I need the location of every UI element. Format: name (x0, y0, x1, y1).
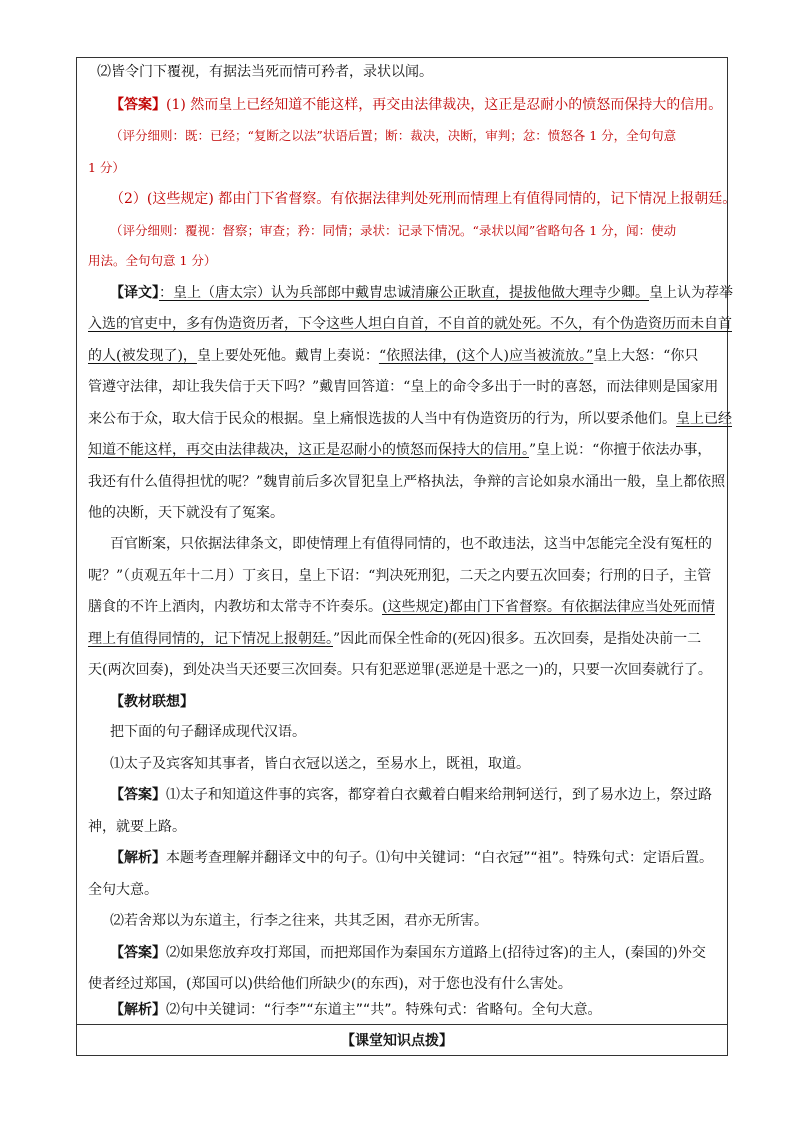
jc-q2 (110, 911, 488, 931)
yiwen6-part-0: 知道不能这样，再交由法律裁决，这正是忍耐小的愤怒而保持大的信用。 (88, 442, 529, 458)
yiwen12 (88, 629, 701, 649)
yiwen12-part-1: ”因此而保全性命的(死囚)很多。五次回奏，是指处决前一二 (333, 631, 702, 647)
yiwen13 (88, 660, 712, 680)
scoring2a-part-0: （评分细则：覆视：督察；审查；矜：同情；录状：记录下情况。“录状以闻”省略句各 1 分，闻：使动 (110, 223, 677, 238)
yiwen1-part-2: 皇上认为荐举 (649, 285, 733, 301)
yiwen4-part-0: 管遵守法律，却让我失信于天下吗？”戴胄回答道：“皇上的命令多出于一时的喜怒，而法律则是国家用 (88, 379, 719, 395)
yiwen7-part-0: 我还有什么值得担忧的呢？”魏胄前后多次冒犯皇上严格执法，争辩的言论如泉水涌出一般，皇上都依照 (88, 474, 726, 490)
jc-a1a-part-0: 【答案】 (110, 787, 166, 803)
jc-j1a (110, 848, 713, 868)
jc-j2-part-0: 【解析】 (110, 1002, 166, 1018)
yiwen5-part-1: 皇上已经 (676, 411, 732, 427)
yiwen7 (88, 472, 725, 492)
answer1-part-0: 【答案】 (110, 97, 166, 113)
yiwen3-part-1: 皇上要处死他。戴胄上奏说： (196, 348, 379, 364)
scoring1a (110, 126, 676, 146)
jc-j1b-part-0: 全句大意。 (88, 882, 158, 898)
jiaocai-prompt-part-0: 把下面的句子翻译成现代汉语。 (110, 724, 306, 740)
yiwen11 (88, 597, 715, 617)
q2-prompt-part-0: ⑵皆令门下覆视，有据法当死而情可矜者，录状以闻。 (97, 64, 433, 80)
scoring1b-part-0: 1 分） (88, 160, 125, 175)
jc-j1a-part-1: 本题考查理解并翻译文中的句子。⑴句中关键词：“白衣冠”“祖”。特殊句式：定语后置。 (166, 850, 714, 866)
yiwen10-part-0: 呢？”（贞观五年十二月）丁亥日，皇上下诏：“判决死刑犯，二天之内要五次回奏；行刑的日子，主管 (88, 568, 712, 584)
yiwen5 (88, 409, 732, 429)
jiaocai-heading (110, 692, 194, 712)
jc-a1a-part-1: ⑴太子和知道这件事的宾客，都穿着白衣戴着白帽来给荆轲送行，到了易水边上，祭过路 (166, 787, 712, 803)
jiaocai-heading-part-0: 【教材联想】 (110, 694, 194, 710)
jc-a2b-part-0: 使者经过郑国，(郑国可以)供给他们所缺少(的东西)，对于您也没有什么害处。 (88, 976, 572, 992)
jc-a1b (88, 817, 186, 837)
yiwen2 (88, 314, 732, 334)
yiwen1-part-1: ：皇上（唐太宗）认为兵部郎中戴胄忠诚清廉公正耿直，提拔他做大理寺少卿。 (159, 285, 649, 301)
scoring2b-part-0: 用法。全句句意 1 分） (88, 253, 217, 268)
jc-a2a-part-0: 【答案】 (110, 945, 166, 961)
jc-a2a (110, 943, 706, 963)
yiwen2-part-0: 入选的官吏中，多有伪造资历者，下令这些人坦白自首，不自首的就处死。不久，有个伪造资历而未自首 (88, 316, 732, 332)
jc-q2-part-0: ⑵若舍郑以为东道主，行李之往来，共其乏困，君亦无所害。 (110, 913, 488, 929)
yiwen3-part-3: 皇上大怒：“你只 (593, 348, 699, 364)
answer2 (110, 189, 736, 209)
scoring2a (110, 221, 676, 241)
yiwen4 (88, 377, 718, 397)
q2-prompt (97, 62, 433, 82)
jc-a1b-part-0: 神，就要上路。 (88, 819, 186, 835)
yiwen9 (110, 534, 712, 554)
yiwen12-part-0: 理上有值得同情的，记下情况上报朝廷。 (88, 631, 333, 647)
jc-a2b (88, 974, 572, 994)
yiwen3 (88, 346, 698, 366)
jc-j1b (88, 880, 158, 900)
answer2-part-0: （2）(这些规定) 都由门下省督察。有依据法律判处死刑而情理上有值得同情的，记下情况上报朝廷。 (110, 191, 737, 207)
jc-j2-part-1: ⑵句中关键词：“行李”“东道主”“共”。特殊句式：省略句。全句大意。 (166, 1002, 602, 1018)
yiwen1-part-0: 【译文】 (110, 285, 159, 301)
yiwen3-part-2: “依照法律，(这个人)应当被流放。” (378, 348, 594, 364)
yiwen6 (88, 440, 711, 460)
scoring1a-part-0: （评分细则：既：已经；“复断之以法”状语后置；断：裁决，决断，审判；忿：愤怒各 1 分，全句句意 (110, 128, 677, 143)
yiwen1 (110, 283, 733, 303)
jiaocai-prompt (110, 722, 306, 742)
yiwen11-part-0: 膳食的不许上酒肉，内教坊和太常寺不许奏乐。 (88, 599, 382, 615)
table-divider (76, 1024, 728, 1025)
yiwen8 (88, 503, 284, 523)
answer1-part-1: (1) 然而皇上已经知道不能这样，再交由法律裁决，这正是忍耐小的愤怒而保持大的信用。 (166, 97, 723, 113)
jc-a1a (110, 785, 712, 805)
yiwen9-part-0: 百官断案，只依据法律条文，即使情理上有值得同情的，也不敢违法，这当中怎能完全没有冤枉的 (110, 536, 712, 552)
scoring1b (88, 158, 125, 178)
yiwen3-part-0: 的人(被发现了)， (88, 348, 197, 364)
jc-j2 (110, 1000, 602, 1020)
yiwen6-part-1: ”皇上说：“你擅于依法办事， (529, 442, 712, 458)
jc-q1 (110, 754, 530, 774)
yiwen5-part-0: 来公布于众，取大信于民众的根据。皇上痛恨选拔的人当中有伪造资历的行为，所以要杀他们。 (88, 411, 676, 427)
yiwen11-part-1: (这些规定)都由门下省督察。有依据法律应当处死而情 (382, 599, 715, 615)
jc-a2a-part-1: ⑵如果您放弃攻打郑国，而把郑国作为秦国东方道路上(招待过客)的主人，(秦国的)外交 (166, 945, 706, 961)
yiwen10 (88, 566, 711, 586)
scoring2b (88, 251, 216, 271)
yiwen8-part-0: 他的决断，天下就没有了冤案。 (88, 505, 284, 521)
section-footer-heading: 【课堂知识点拨】 (341, 1033, 453, 1049)
jc-q1-part-0: ⑴太子及宾客知其事者，皆白衣冠以送之，至易水上，既祖，取道。 (110, 756, 530, 772)
jc-j1a-part-0: 【解析】 (110, 850, 166, 866)
answer1 (110, 95, 722, 115)
yiwen13-part-0: 天(两次回奏)，到处决当天还要三次回奏。只有犯恶逆罪(恶逆是十恶之一)的，只要一次回奏就行了。 (88, 662, 712, 678)
